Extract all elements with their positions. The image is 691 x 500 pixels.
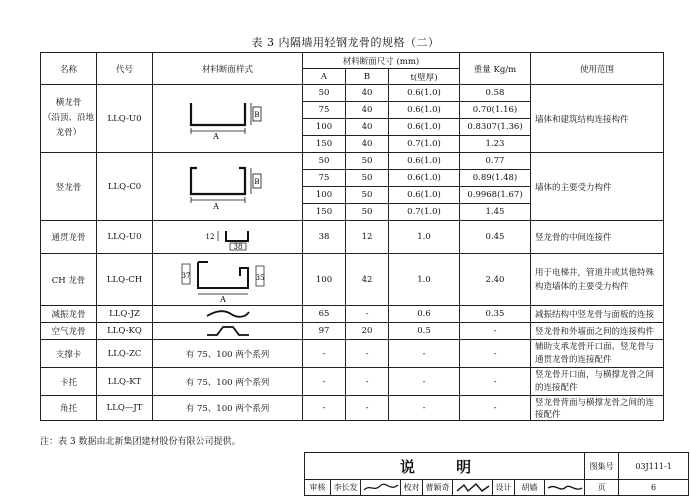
cell-b: 50 (346, 153, 389, 170)
cell-weight: - (460, 340, 531, 368)
dim-a-label: A (212, 201, 219, 211)
check-label: 校对 (401, 480, 423, 496)
row-tglg-section (153, 221, 303, 254)
signature-scribble-icon (546, 482, 584, 494)
cell-a: 38 (303, 221, 346, 254)
header-dims: 材料断面尺寸 (mm) (303, 53, 460, 69)
cell-b: 40 (346, 136, 389, 153)
row-jzlg-section (153, 306, 303, 323)
row-kt-usage: 竖龙骨开口面，与横撑龙骨之间的连接配件 (531, 368, 664, 396)
small-u-diagram (198, 223, 258, 251)
signature-scribble-icon (362, 482, 400, 494)
checker-signature (453, 480, 493, 496)
row-jt-section: 有 75、100 两个系列 (153, 396, 303, 421)
row-jzlg-name: 减振龙骨 (41, 306, 97, 323)
header-usage: 使用范围 (531, 53, 664, 85)
cell-weight: 0.77 (460, 153, 531, 170)
signature-scribble-icon (454, 482, 492, 494)
cell-a: 150 (303, 136, 346, 153)
dim-label: 38 (233, 243, 242, 251)
cell-a: - (303, 396, 346, 421)
cell-weight: - (460, 396, 531, 421)
cell-t: 1.0 (389, 254, 460, 306)
hat-profile-diagram (203, 324, 253, 338)
dim-a-label: A (212, 131, 219, 141)
cell-b: - (346, 340, 389, 368)
table-title: 表 3 内隔墙用轻钢龙骨的规格（二） (251, 36, 440, 49)
row-tglg-code: LLQ-U0 (97, 221, 153, 254)
row-kt-code: LLQ-KT (97, 368, 153, 396)
row-hlg-usage: 墙体和建筑结构连接构件 (531, 85, 664, 153)
atlas-number: 03J111-1 (619, 453, 689, 480)
row-hlg-section (153, 85, 303, 153)
row-kqlg-name: 空气龙骨 (41, 323, 97, 340)
cell-a: 50 (303, 85, 346, 102)
cell-a: 50 (303, 153, 346, 170)
cell-t: - (389, 340, 460, 368)
cell-a: - (303, 340, 346, 368)
cell-a: 75 (303, 102, 346, 119)
cell-weight: - (460, 368, 531, 396)
cell-t: 1.0 (389, 221, 460, 254)
row-hlg-code: LLQ-U0 (97, 85, 153, 153)
review-label: 审核 (305, 480, 331, 496)
row-jzlg-code: LLQ-JZ (97, 306, 153, 323)
cell-t: - (389, 368, 460, 396)
row-hlg-name: 横龙骨 （沿顶、沿地龙骨） (41, 85, 97, 153)
cell-b: 50 (346, 170, 389, 187)
row-kt-name: 卡托 (41, 368, 97, 396)
spec-table (40, 52, 664, 421)
row-slg-code: LLQ-C0 (97, 153, 153, 221)
cell-t: 0.6 (389, 306, 460, 323)
ch-channel-diagram (178, 256, 278, 304)
footnote: 注：表 3 数据由北新集团建材股份有限公司提供。 (40, 437, 241, 447)
row-slg-section (153, 153, 303, 221)
dim-label: 35 (255, 273, 264, 282)
cell-a: 100 (303, 254, 346, 306)
header-section: 材料断面样式 (153, 53, 303, 85)
cell-t: - (389, 396, 460, 421)
cell-b: 12 (346, 221, 389, 254)
cell-weight: 0.70(1.16) (460, 102, 531, 119)
row-zck-usage: 辅助支承龙骨开口面、竖龙骨与通贯龙骨的连接配件 (531, 340, 664, 368)
cell-a: 100 (303, 187, 346, 204)
sheet-title: 说 明 (305, 453, 585, 480)
designer-signature (545, 480, 585, 496)
dim-label: 37 (181, 271, 190, 280)
header-t: t(壁厚) (389, 69, 460, 85)
cell-t: 0.6(1.0) (389, 102, 460, 119)
cell-b: - (346, 396, 389, 421)
row-kt-section: 有 75、100 两个系列 (153, 368, 303, 396)
row-tglg-usage: 竖龙骨的中间连接件 (531, 221, 664, 254)
cell-b: 40 (346, 85, 389, 102)
cell-t: 0.7(1.0) (389, 204, 460, 221)
row-chlg-usage: 用于电梯井，管道井或其他特殊构造墙体的主要受力构件 (531, 254, 664, 306)
page-label: 页 (585, 480, 619, 496)
row-zck-code: LLQ-ZC (97, 340, 153, 368)
cell-b: 42 (346, 254, 389, 306)
dim-a-label: A (219, 294, 226, 304)
dim-b-label: B (253, 110, 260, 119)
row-jt-usage: 竖龙骨背面与横撑龙骨之间的连接配件 (531, 396, 664, 421)
title-block (304, 452, 689, 496)
cell-weight: 0.35 (460, 306, 531, 323)
cell-b: - (346, 368, 389, 396)
cell-a: 65 (303, 306, 346, 323)
cell-weight: 1.23 (460, 136, 531, 153)
cell-weight: 2.40 (460, 254, 531, 306)
reviewer-signature (361, 480, 401, 496)
cell-b: - (346, 306, 389, 323)
row-slg-usage: 墙体的主要受力构件 (531, 153, 664, 221)
row-zck-name: 支撑卡 (41, 340, 97, 368)
row-chlg-code: LLQ-CH (97, 254, 153, 306)
page-number: 6 (619, 480, 689, 496)
cell-t: 0.6(1.0) (389, 85, 460, 102)
row-slg-name: 竖龙骨 (41, 153, 97, 221)
cell-weight: 0.45 (460, 221, 531, 254)
cell-b: 40 (346, 102, 389, 119)
cell-b: 40 (346, 119, 389, 136)
reviewer-name: 李长发 (331, 480, 361, 496)
cell-weight: 0.8307(1.36) (460, 119, 531, 136)
cell-b: 50 (346, 187, 389, 204)
row-kqlg-section (153, 323, 303, 340)
header-code: 代号 (97, 53, 153, 85)
designer-name: 胡嫱 (515, 480, 545, 496)
row-kqlg-code: LLQ-KQ (97, 323, 153, 340)
wave-profile-diagram (203, 308, 253, 320)
checker-name: 曹颖奇 (423, 480, 453, 496)
cell-t: 0.5 (389, 323, 460, 340)
cell-a: 100 (303, 119, 346, 136)
row-zck-section: 有 75、100 两个系列 (153, 340, 303, 368)
c-channel-diagram (183, 162, 273, 212)
row-chlg-section (153, 254, 303, 306)
row-jzlg-usage: 减振结构中竖龙骨与面板的连接 (531, 306, 664, 323)
u-channel-diagram (183, 97, 273, 141)
design-label: 设计 (493, 480, 515, 496)
row-kqlg-usage: 竖龙骨和外墙面之间的连接构件 (531, 323, 664, 340)
cell-weight: - (460, 323, 531, 340)
row-tglg-name: 通贯龙骨 (41, 221, 97, 254)
row-jt-name: 角托 (41, 396, 97, 421)
atlas-label: 图集号 (585, 453, 619, 480)
cell-weight: 0.89(1.48) (460, 170, 531, 187)
cell-a: 150 (303, 204, 346, 221)
cell-a: - (303, 368, 346, 396)
cell-t: 0.7(1.0) (389, 136, 460, 153)
cell-a: 97 (303, 323, 346, 340)
row-jt-code: LLQ—JT (97, 396, 153, 421)
dim-b-label: B (253, 177, 260, 186)
cell-b: 20 (346, 323, 389, 340)
cell-b: 50 (346, 204, 389, 221)
cell-t: 0.6(1.0) (389, 187, 460, 204)
dim-label: 12 (205, 233, 214, 241)
header-name: 名称 (41, 53, 97, 85)
cell-a: 75 (303, 170, 346, 187)
cell-weight: 0.9968(1.67) (460, 187, 531, 204)
header-a: A (303, 69, 346, 85)
cell-weight: 0.58 (460, 85, 531, 102)
cell-t: 0.6(1.0) (389, 170, 460, 187)
cell-t: 0.6(1.0) (389, 153, 460, 170)
row-chlg-name: CH 龙骨 (41, 254, 97, 306)
header-b: B (346, 69, 389, 85)
cell-weight: 1.45 (460, 204, 531, 221)
header-weight: 重量 Kg/m (460, 53, 531, 85)
cell-t: 0.6(1.0) (389, 119, 460, 136)
